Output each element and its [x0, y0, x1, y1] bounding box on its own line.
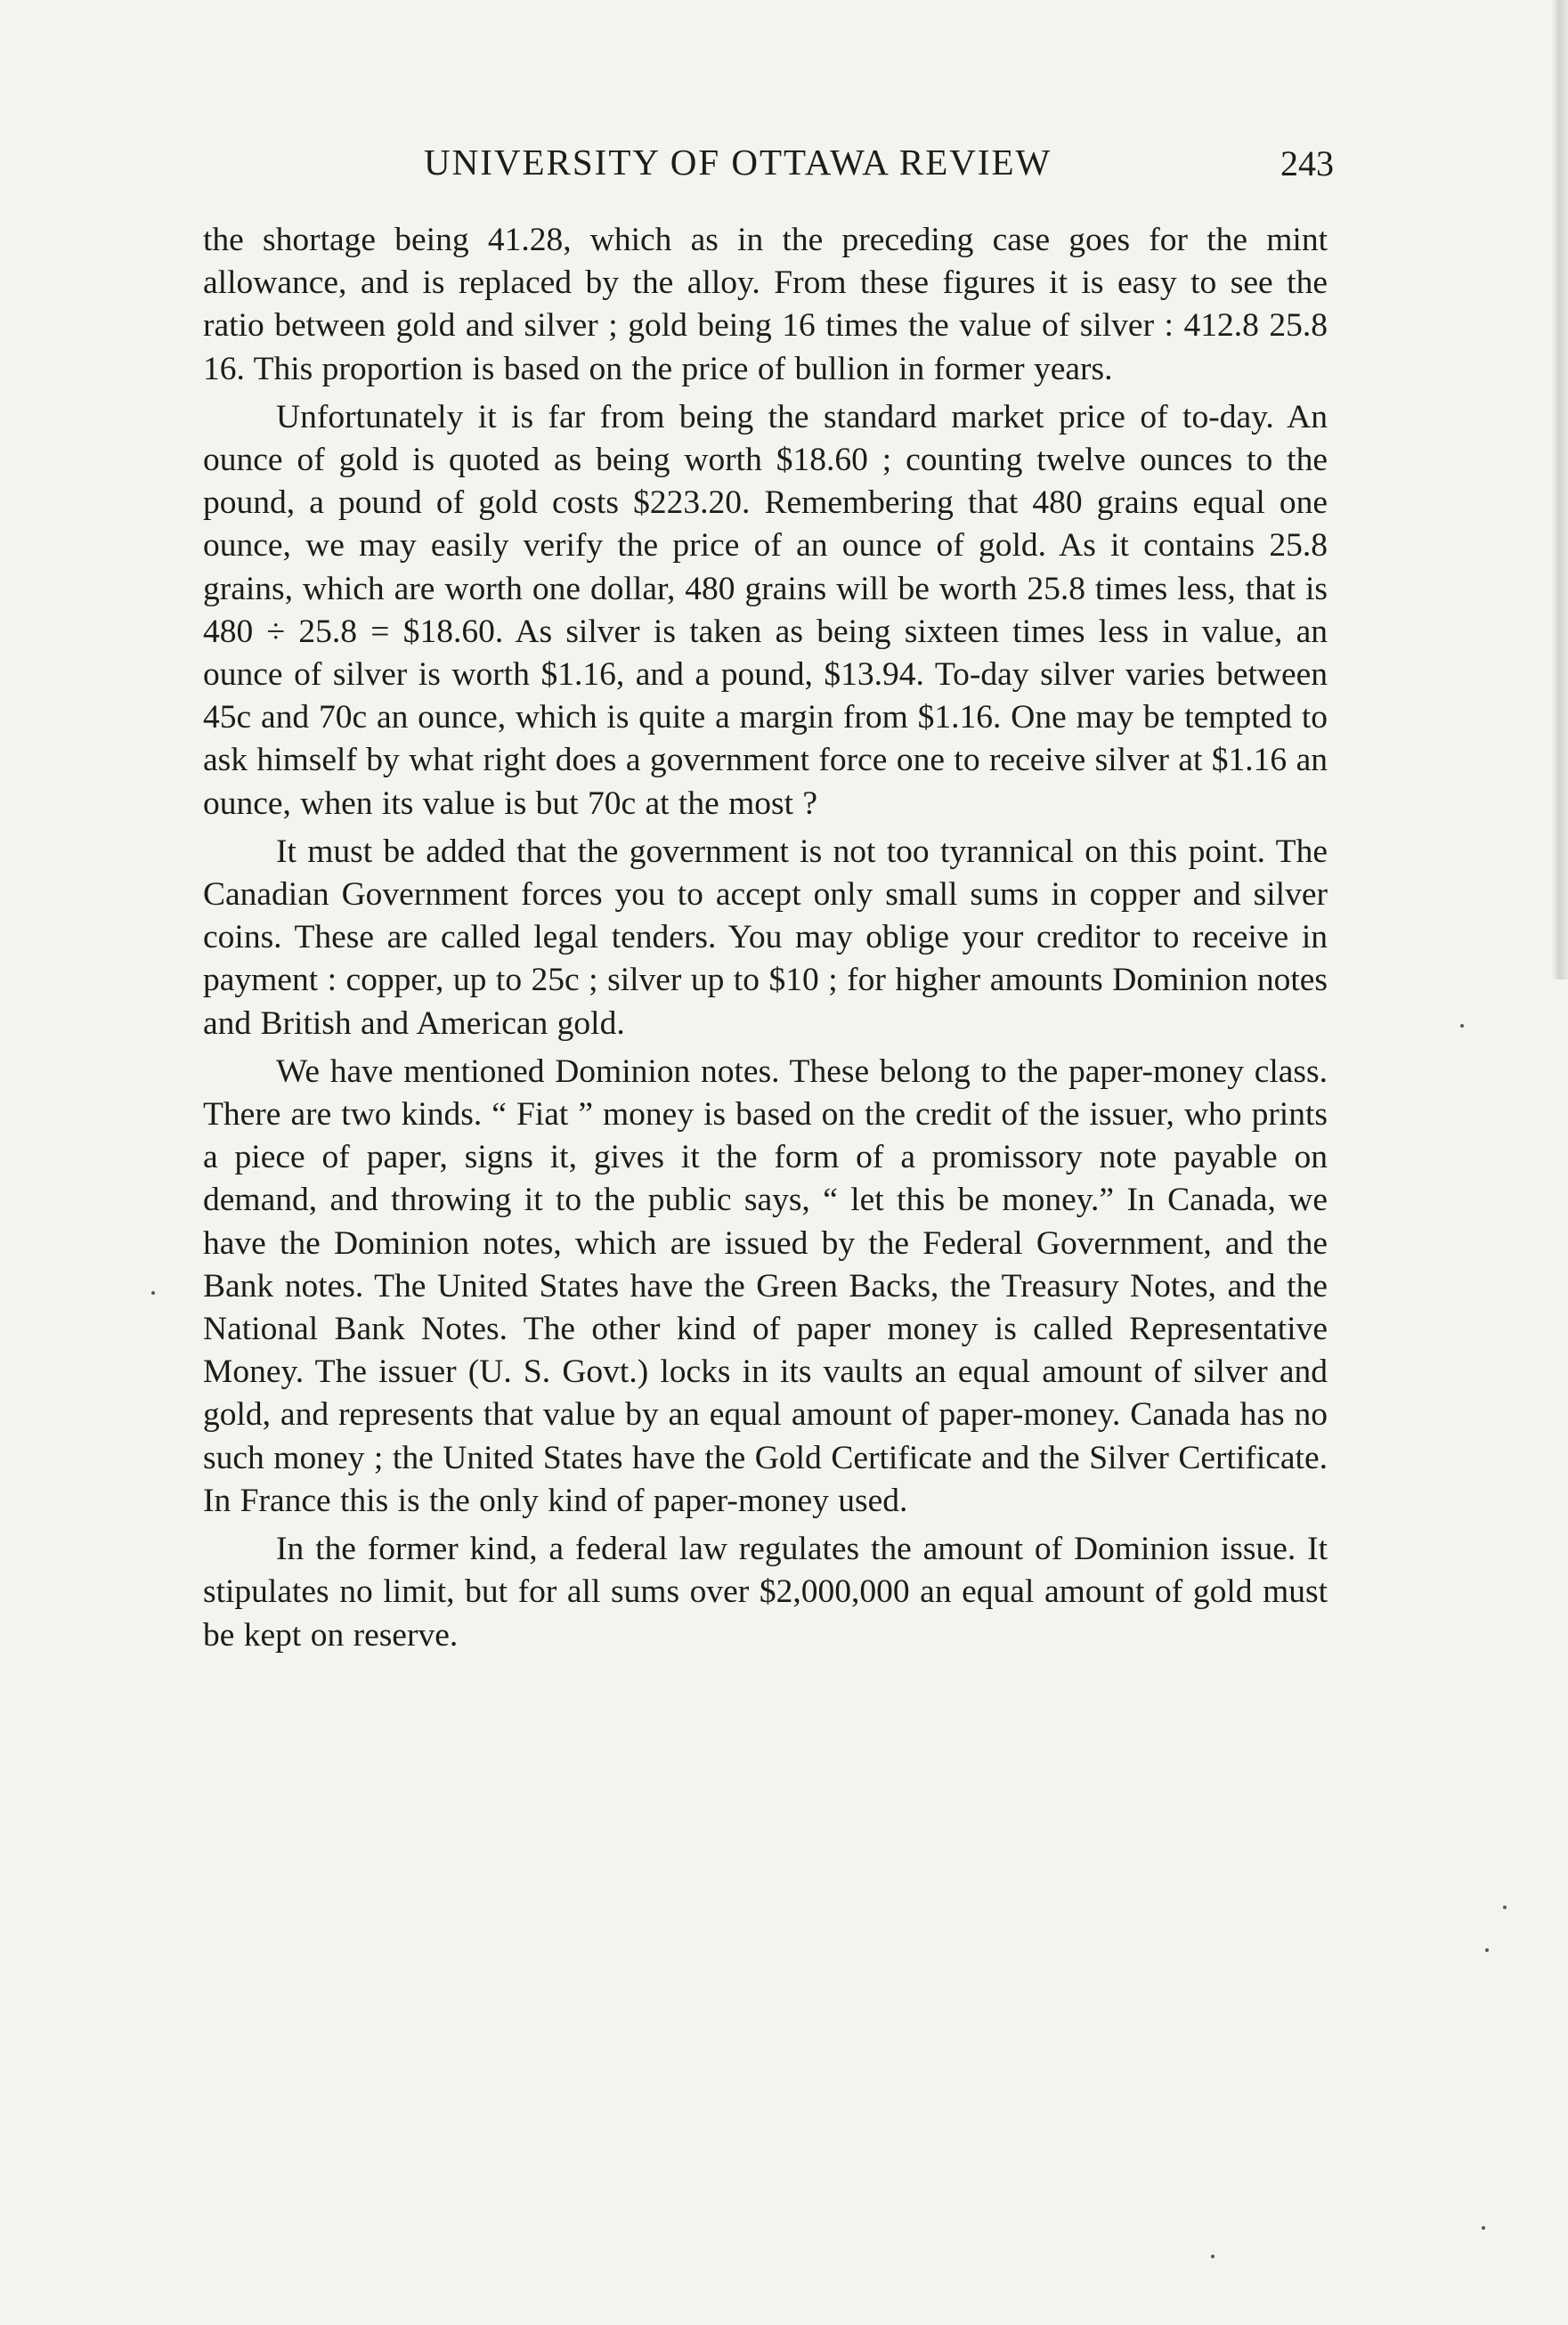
page-number: 243 [1280, 143, 1334, 183]
paragraph-dominion-issue: In the former kind, a federal law regulates the amount of Dominion issue. It stipulates no limit, but for all sums over $2,000,000 an equal amount of gold must be kept on reserve. [203, 1531, 1328, 1654]
print-speck [1503, 1906, 1507, 1909]
paragraph-bullion-ratio: the shortage being 41.28, which as in the preceding case goes for the mint allowance, and is replaced by the alloy. From these figures it is easy to see the ratio between gold and silver ; gold being 16 times the value of silver : 412.8 25.8 16. This proportion is based on the price of bullion in former years. [203, 222, 1328, 387]
print-speck [151, 1291, 155, 1295]
journal-title: UNIVERSITY OF OTTAWA REVIEW [424, 142, 1052, 183]
paragraph-market-price: Unfortunately it is far from being the standard market price of to-day. An ounce of gold is quoted as being worth $18.60 ; counting twelve ounces to the pound, a pound of gold costs $223.20. Remembering that 480 grains equal one ounce, we may easily verify the price of an ounce of gold. As it contains 25.8 grains, which are worth one dollar, 480 grains will be worth 25.8 times less, that is 480 ÷ 25.8 = $18.60. As silver is taken as being sixteen times less in value, an ounce of silver is worth $1.16, and a pound, $13.94. To-day silver varies between 45c and 70c an ounce, which is quite a margin from $1.16. One may be tempted to ask himself by what right does a government force one to receive silver at $1.16 an ounce, when its value is but 70c at the most ? [203, 398, 1328, 822]
print-speck [1460, 1024, 1464, 1028]
paragraph-paper-money: We have mentioned Dominion notes. These belong to the paper-money class. There are two kinds. “ Fiat ” money is based on the credit of the issuer, who prints a piece of paper, signs it, gives it the form of a promissory note payable on demand, and throwing it to the public says, “ let this be money.” In Canada, we have the Dominion notes, which are issued by the Federal Government, and the Bank notes. The United States have the Green Backs, the Treasury Notes, and the National Bank Notes. The other kind of paper money is called Representative Money. The issuer (U. S. Govt.) locks in its vaults an equal amount of silver and gold, and represents that value by an equal amount of paper-money. Canada has no such money ; the United States have the Gold Certificate and the Silver Certificate. In France this is the only kind of paper-money used. [203, 1053, 1328, 1519]
print-speck [1485, 1948, 1489, 1952]
print-speck [1211, 2255, 1215, 2258]
print-speck [1482, 2226, 1485, 2230]
page-edge-shadow [1552, 0, 1568, 980]
article-body [203, 219, 1328, 1657]
running-head [203, 141, 1334, 194]
paragraph-legal-tender: It must be added that the government is not too tyrannical on this point. The Canadian Government forces you to accept only small sums in copper and silver coins. These are called legal tenders. You may oblige your creditor to receive in payment : copper, up to 25c ; silver up to $10 ; for higher amounts Dominion notes and British and American gold. [203, 833, 1328, 1042]
